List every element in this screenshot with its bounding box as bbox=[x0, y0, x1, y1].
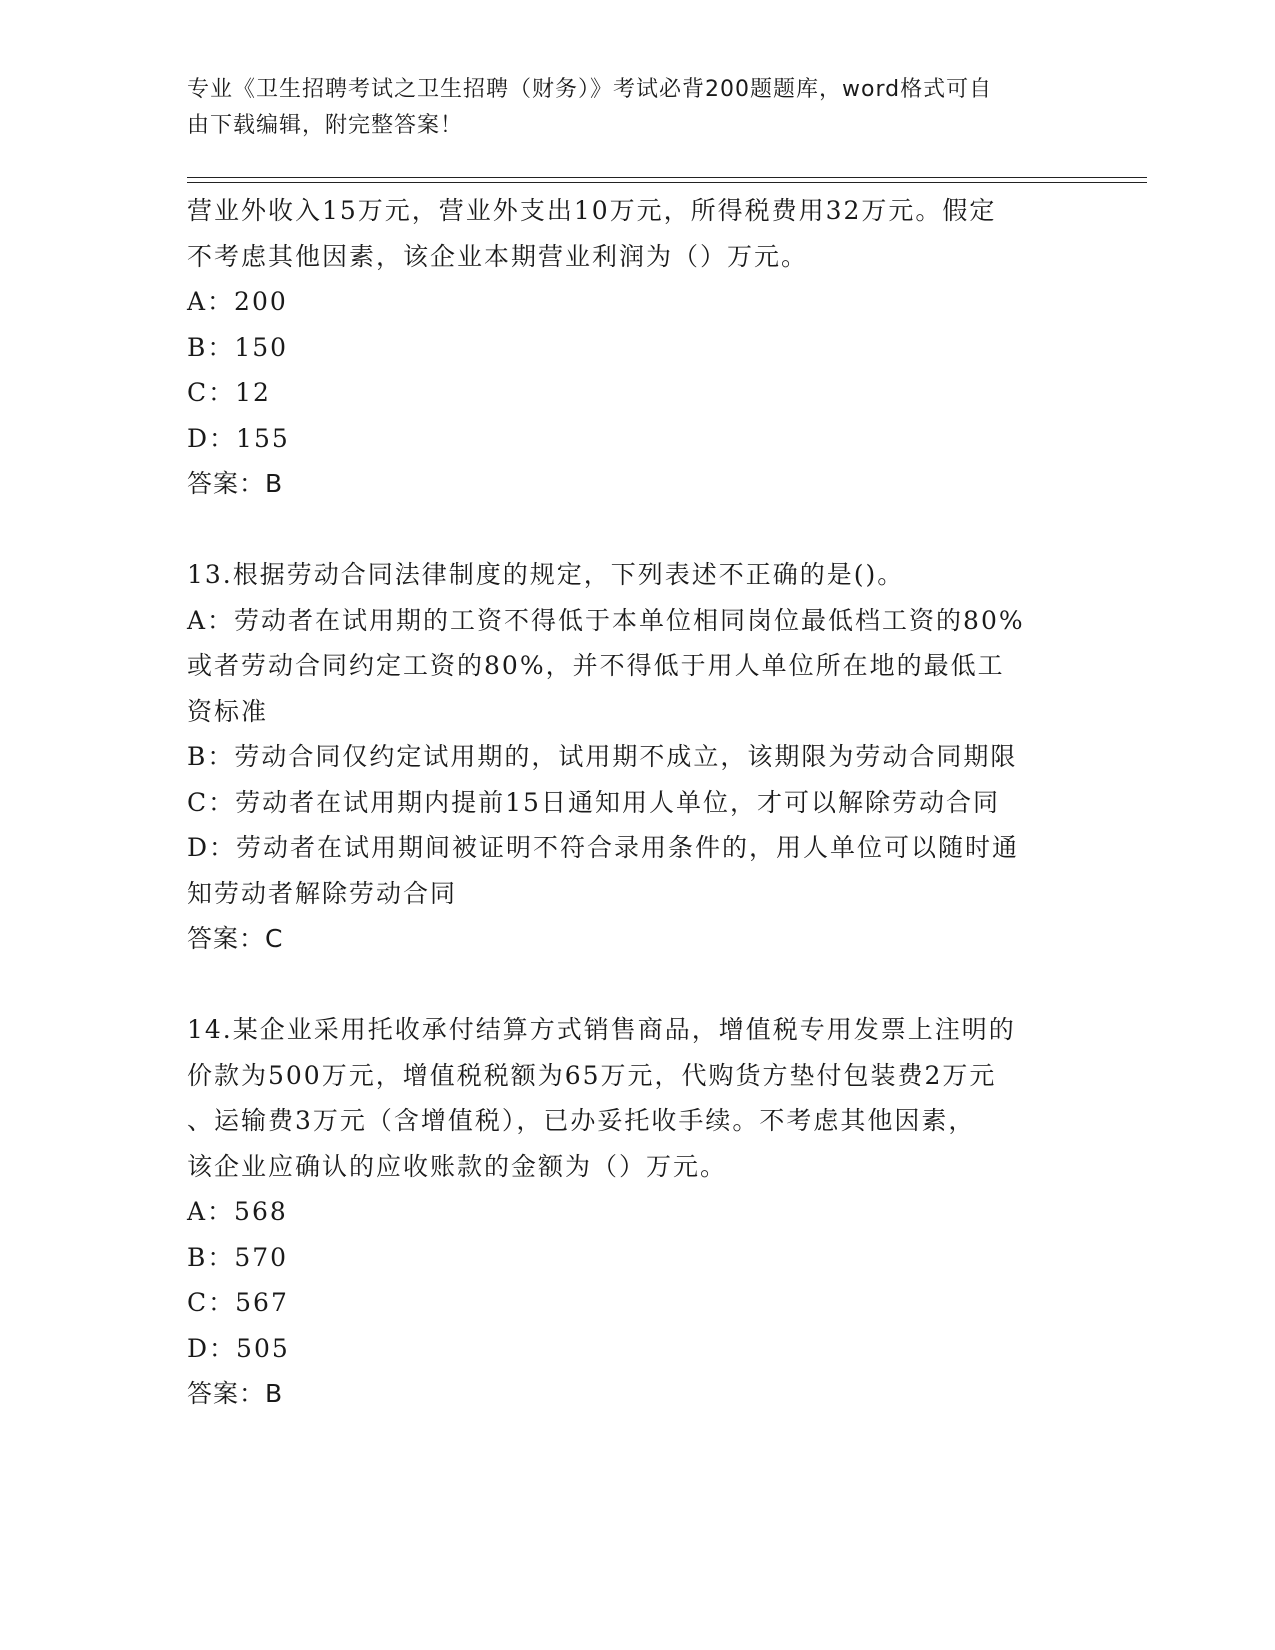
answer-line: 答案：B bbox=[187, 469, 284, 498]
option-a: A：200 bbox=[187, 287, 288, 316]
spacer bbox=[187, 507, 1087, 553]
option-a-continued: 或者劳动合同约定工资的80%，并不得低于用人单位所在地的最低工 bbox=[187, 651, 1005, 680]
option-b: B：劳动合同仅约定试用期的，试用期不成立，该期限为劳动合同期限 bbox=[187, 742, 1018, 771]
header-divider-top bbox=[187, 177, 1147, 178]
question-stem-line: 价款为500万元，增值税税额为65万元，代购货方垫付包装费2万元 bbox=[187, 1060, 997, 1090]
question-stem-line: 、运输费3万元（含增值税），已办妥托收手续。不考虑其他因素， bbox=[187, 1106, 976, 1135]
question-stem-line: 13.根据劳动合同法律制度的规定，下列表述不正确的是()。 bbox=[187, 560, 905, 589]
question-stem-line: 该企业应确认的应收账款的金额为（）万元。 bbox=[187, 1151, 728, 1181]
question-stem-line: 14.某企业采用托收承付结算方式销售商品，增值税专用发票上注明的 bbox=[187, 1015, 1016, 1044]
question-14 bbox=[187, 1007, 1087, 1417]
spacer bbox=[187, 962, 1087, 1008]
option-b: B：150 bbox=[187, 332, 289, 362]
question-stem-line: 营业外收入15万元，营业外支出10万元，所得税费用32万元。假定 bbox=[187, 196, 997, 225]
option-a-continued: 资标准 bbox=[187, 696, 269, 726]
answer-line: 答案：C bbox=[187, 924, 284, 953]
option-c: C：12 bbox=[187, 378, 271, 407]
option-d: D：155 bbox=[187, 423, 290, 453]
option-d: D：劳动者在试用期间被证明不符合录用条件的，用人单位可以随时通 bbox=[187, 833, 1020, 862]
option-d-continued: 知劳动者解除劳动合同 bbox=[187, 878, 458, 908]
header-line-1: 专业《卫生招聘考试之卫生招聘（财务）》考试必背200题题库，word格式可自 bbox=[187, 77, 993, 102]
document-body bbox=[187, 188, 1087, 1417]
question-12 bbox=[187, 188, 1087, 507]
answer-line: 答案：B bbox=[187, 1379, 284, 1408]
question-stem-line: 不考虑其他因素，该企业本期营业利润为（）万元。 bbox=[187, 241, 809, 271]
option-a: A：劳动者在试用期的工资不得低于本单位相同岗位最低档工资的80% bbox=[187, 605, 1025, 635]
option-c: C：劳动者在试用期内提前15日通知用人单位，才可以解除劳动合同 bbox=[187, 787, 1000, 817]
question-13 bbox=[187, 552, 1087, 962]
header-line-2: 由下载编辑，附完整答案！ bbox=[187, 113, 464, 138]
option-a: A：568 bbox=[187, 1197, 288, 1226]
option-b: B：570 bbox=[187, 1242, 289, 1272]
option-c: C：567 bbox=[187, 1288, 289, 1317]
option-d: D：505 bbox=[187, 1333, 290, 1363]
document-header bbox=[187, 72, 1067, 144]
header-divider-bottom bbox=[187, 182, 1147, 183]
